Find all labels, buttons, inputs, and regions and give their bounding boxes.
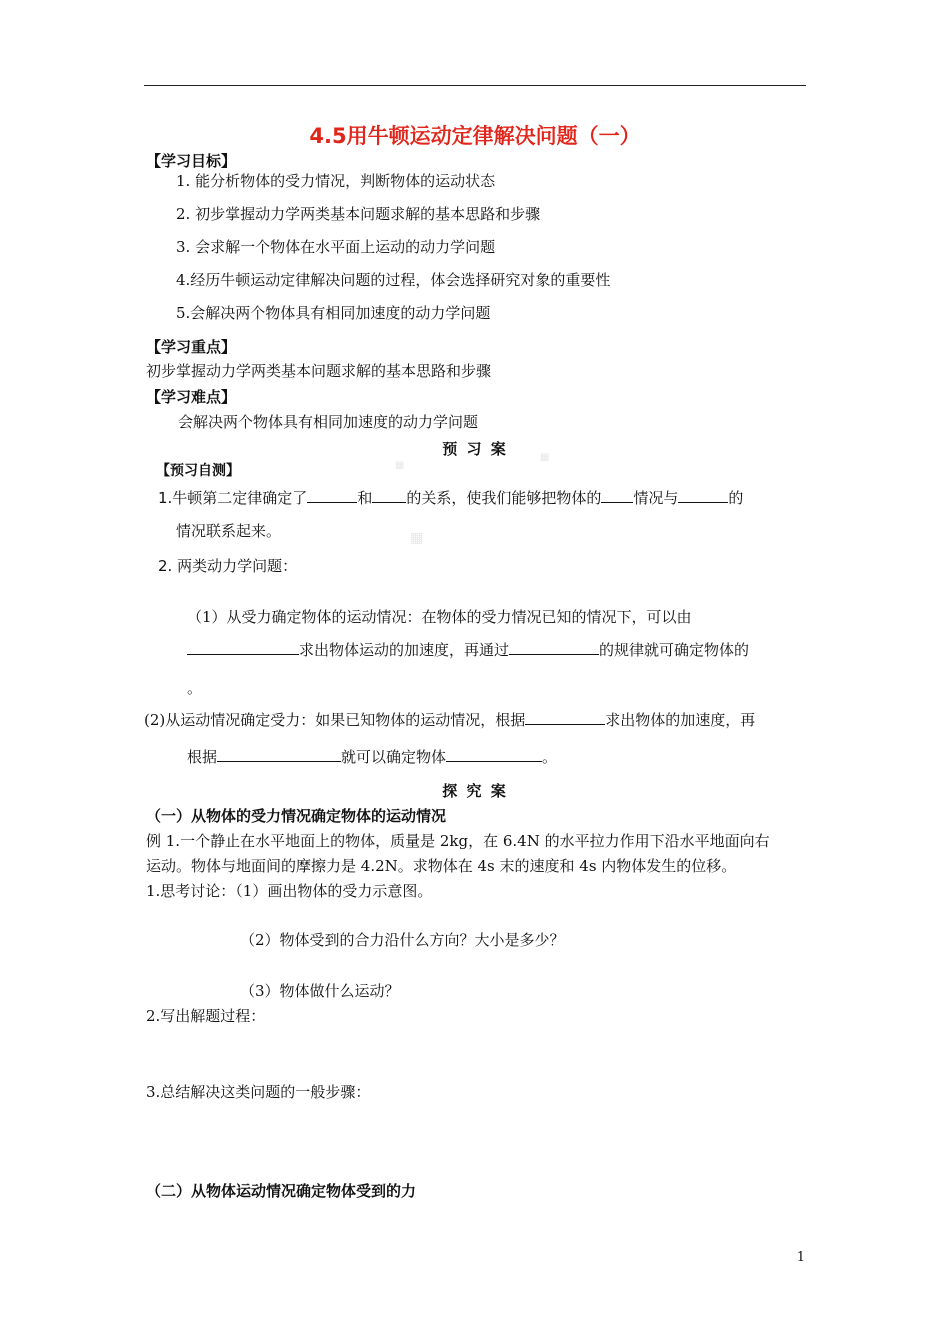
watermark: ▦ <box>410 530 424 546</box>
header-rule <box>144 85 806 86</box>
think-discuss-2: （2）物体受到的合力沿什么方向？大小是多少？ <box>240 931 565 949</box>
watermark: ▦ <box>395 460 405 471</box>
answer-blank[interactable] <box>678 488 728 503</box>
preview-question-2-1: （1）从受力确定物体的运动情况：在物体的受力情况已知的情况下，可以由 <box>187 608 692 626</box>
q2-2-text: 就可以确定物体 <box>341 748 447 766</box>
objective-item: 5.会解决两个物体具有相同加速度的动力学问题 <box>176 304 491 322</box>
preview-question-1 <box>158 487 743 508</box>
summary-step: 3.总结解决这类问题的一般步骤： <box>146 1083 371 1101</box>
q1-text: 的 <box>728 489 744 507</box>
answer-blank[interactable] <box>509 640 599 655</box>
answer-blank[interactable] <box>307 488 357 503</box>
inquiry-part1-heading: （一）从物体的受力情况确定物体的运动情况 <box>146 807 447 825</box>
preview-question-2-2 <box>144 709 755 730</box>
objective-item: 1. 能分析物体的受力情况，判断物体的运动状态 <box>176 172 496 190</box>
q2-2-text: 。 <box>542 748 558 766</box>
answer-blank[interactable] <box>601 488 633 503</box>
preview-heading: 预 习 案 <box>442 440 508 458</box>
q1-text: 和 <box>357 489 373 507</box>
answer-blank[interactable] <box>372 488 406 503</box>
document-title: 4.5用牛顿运动定律解决问题（一） <box>309 124 641 148</box>
page-number: 1 <box>796 1250 805 1265</box>
answer-blank[interactable] <box>446 747 542 762</box>
answer-blank[interactable] <box>525 710 605 725</box>
difficulties-text: 会解决两个物体具有相同加速度的动力学问题 <box>178 413 479 431</box>
q2-1-text: 求出物体运动的加速度，再通过 <box>299 641 510 659</box>
objective-item: 3. 会求解一个物体在水平面上运动的动力学问题 <box>176 238 496 256</box>
objective-item: 4.经历牛顿运动定律解决问题的过程，体会选择研究对象的重要性 <box>176 271 611 289</box>
preview-subheading: 【预习自测】 <box>156 463 240 479</box>
example-line-1: 例 1.一个静止在水平地面上的物体，质量是 2kg，在 6.4N 的水平拉力作用下沿水平地面向右 <box>146 832 770 850</box>
preview-question-2-1-line2 <box>187 639 749 660</box>
q2-2-text: (2)从运动情况确定受力：如果已知物体的运动情况，根据 <box>144 711 526 729</box>
preview-question-1-line2: 情况联系起来。 <box>176 522 282 540</box>
watermark: ▦ <box>540 452 550 463</box>
q1-text: 1.牛顿第二定律确定了 <box>158 489 308 507</box>
q2-1-text: 的规律就可确定物体的 <box>599 641 750 659</box>
key-points-text: 初步掌握动力学两类基本问题求解的基本思路和步骤 <box>146 362 492 380</box>
answer-blank[interactable] <box>217 747 341 762</box>
objective-item: 2. 初步掌握动力学两类基本问题求解的基本思路和步骤 <box>176 205 541 223</box>
key-points-heading: 【学习重点】 <box>146 338 237 356</box>
objectives-heading: 【学习目标】 <box>146 152 237 170</box>
example-line-2: 运动。物体与地面间的摩擦力是 4.2N。求物体在 4s 末的速度和 4s 内物体发生的位移。 <box>146 857 737 875</box>
q2-2-text: 求出物体的加速度，再 <box>605 711 756 729</box>
answer-blank[interactable] <box>187 640 299 655</box>
inquiry-part2-heading: （二）从物体运动情况确定物体受到的力 <box>146 1182 417 1200</box>
preview-question-2-1-line3: 。 <box>187 679 203 697</box>
think-discuss-3: （3）物体做什么运动？ <box>240 982 400 1000</box>
difficulties-heading: 【学习难点】 <box>146 388 237 406</box>
solution-step: 2.写出解题过程： <box>146 1007 266 1025</box>
preview-question-2-2-line2 <box>187 746 557 767</box>
inquiry-heading: 探 究 案 <box>442 782 508 800</box>
think-discuss: 1.思考讨论：（1）画出物体的受力示意图。 <box>146 882 433 900</box>
q2-2-text: 根据 <box>187 748 218 766</box>
q1-text: 的关系，使我们能够把物体的 <box>406 489 602 507</box>
q1-text: 情况与 <box>633 489 679 507</box>
preview-question-2: 2. 两类动力学问题： <box>158 557 298 575</box>
